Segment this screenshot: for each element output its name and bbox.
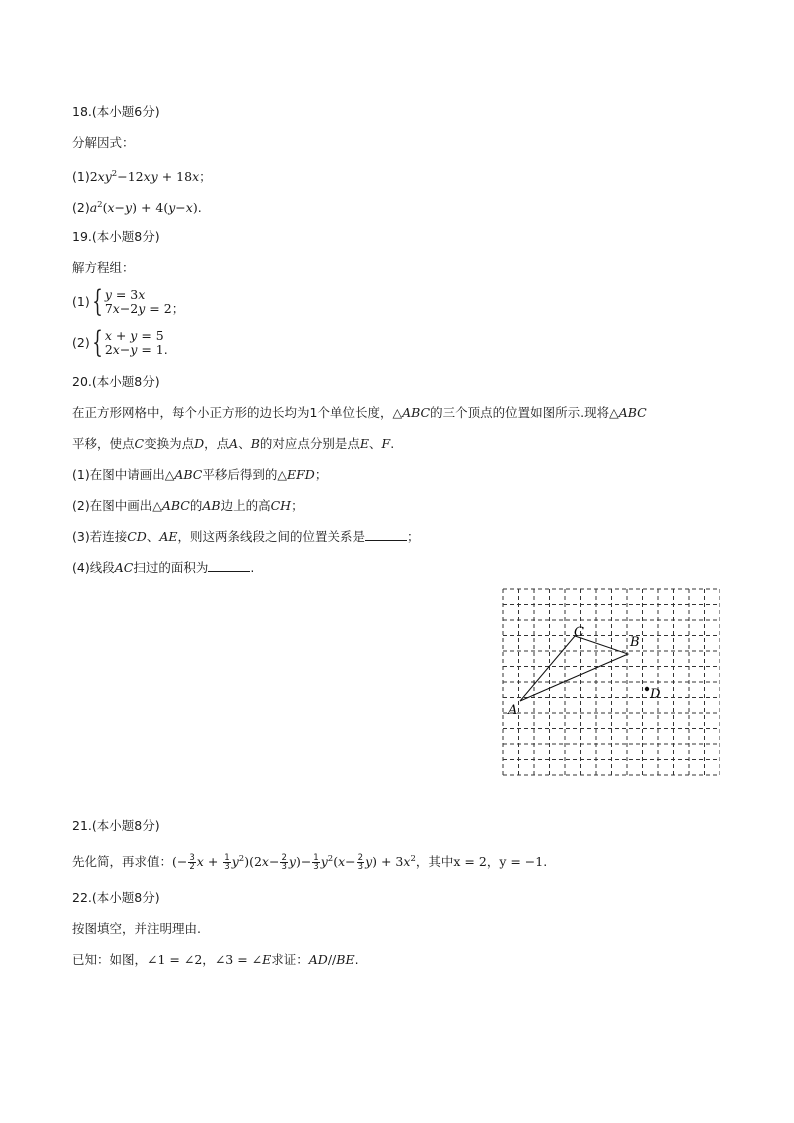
q20-header: 20.(本小题8分) <box>72 374 160 389</box>
q22-line1: 按图填空，并注明理由. <box>72 921 201 936</box>
label-d: D <box>650 687 661 702</box>
q20-intro-line2: 平移，使点C变换为点D，点A、B的对应点分别是点E、F. <box>72 436 395 451</box>
q20-part2: (2)在图中画出△ABC的AB边上的高CH； <box>72 498 304 513</box>
q20-part4: (4)线段AC扫过的面积为 . <box>72 560 255 575</box>
answer-blank <box>365 528 407 541</box>
q19-part2: (2){ x + y = 5 2x−y = 1. <box>72 325 168 360</box>
equation-system-1: y = 3x 7x−2y = 2； <box>104 287 185 316</box>
label-c: C <box>574 625 584 640</box>
q19-part1: (1){ y = 3x 7x−2y = 2； <box>72 284 185 319</box>
equation-system-2: x + y = 5 2x−y = 1. <box>104 328 168 357</box>
q18-part1: $(1)2xy^2-12xy + 18x$； <box>72 169 212 185</box>
q22-line2: 已知：如图，∠1 = ∠2，∠3 = ∠E求证：AD//BE. <box>72 952 359 967</box>
label-a: A <box>508 703 518 718</box>
q20-part3: (3)若连接CD、AE，则这两条线段之间的位置关系是 ； <box>72 529 420 544</box>
point-d <box>645 687 649 691</box>
q20-part1: (1)在图中请画出△ABC平移后得到的△EFD； <box>72 467 328 482</box>
q21-text: 先化简，再求值：(− $\frac{3}{2}$ x + $\frac{1}{3}$ $y^2)(2x-$ $\frac{2}{3}$ y)− $\frac{1}{3}$ $y^2(x-$ $\frac{2}{3}$ $y) + 3x^2$，其中x = 2，y = −1. <box>72 853 548 873</box>
q18-header: 18.(本小题6分) <box>72 104 160 119</box>
q20-intro-line1: 在正方形网格中，每个小正方形的边长均为1个单位长度，△ABC的三个顶点的位置如图所示.现将△ABC <box>72 405 647 420</box>
q22-header: 22.(本小题8分) <box>72 890 160 905</box>
q18-instruction: 分解因式： <box>72 135 135 150</box>
q19-instruction: 解方程组： <box>72 260 135 275</box>
answer-blank <box>208 559 250 572</box>
label-b: B <box>630 635 640 650</box>
q21-header: 21.(本小题8分) <box>72 818 160 833</box>
q18-part2: $(2)a^2(x-y) + 4(y-x)$. <box>72 200 202 216</box>
q19-header: 19.(本小题8分) <box>72 229 160 244</box>
grid-figure <box>502 588 720 784</box>
